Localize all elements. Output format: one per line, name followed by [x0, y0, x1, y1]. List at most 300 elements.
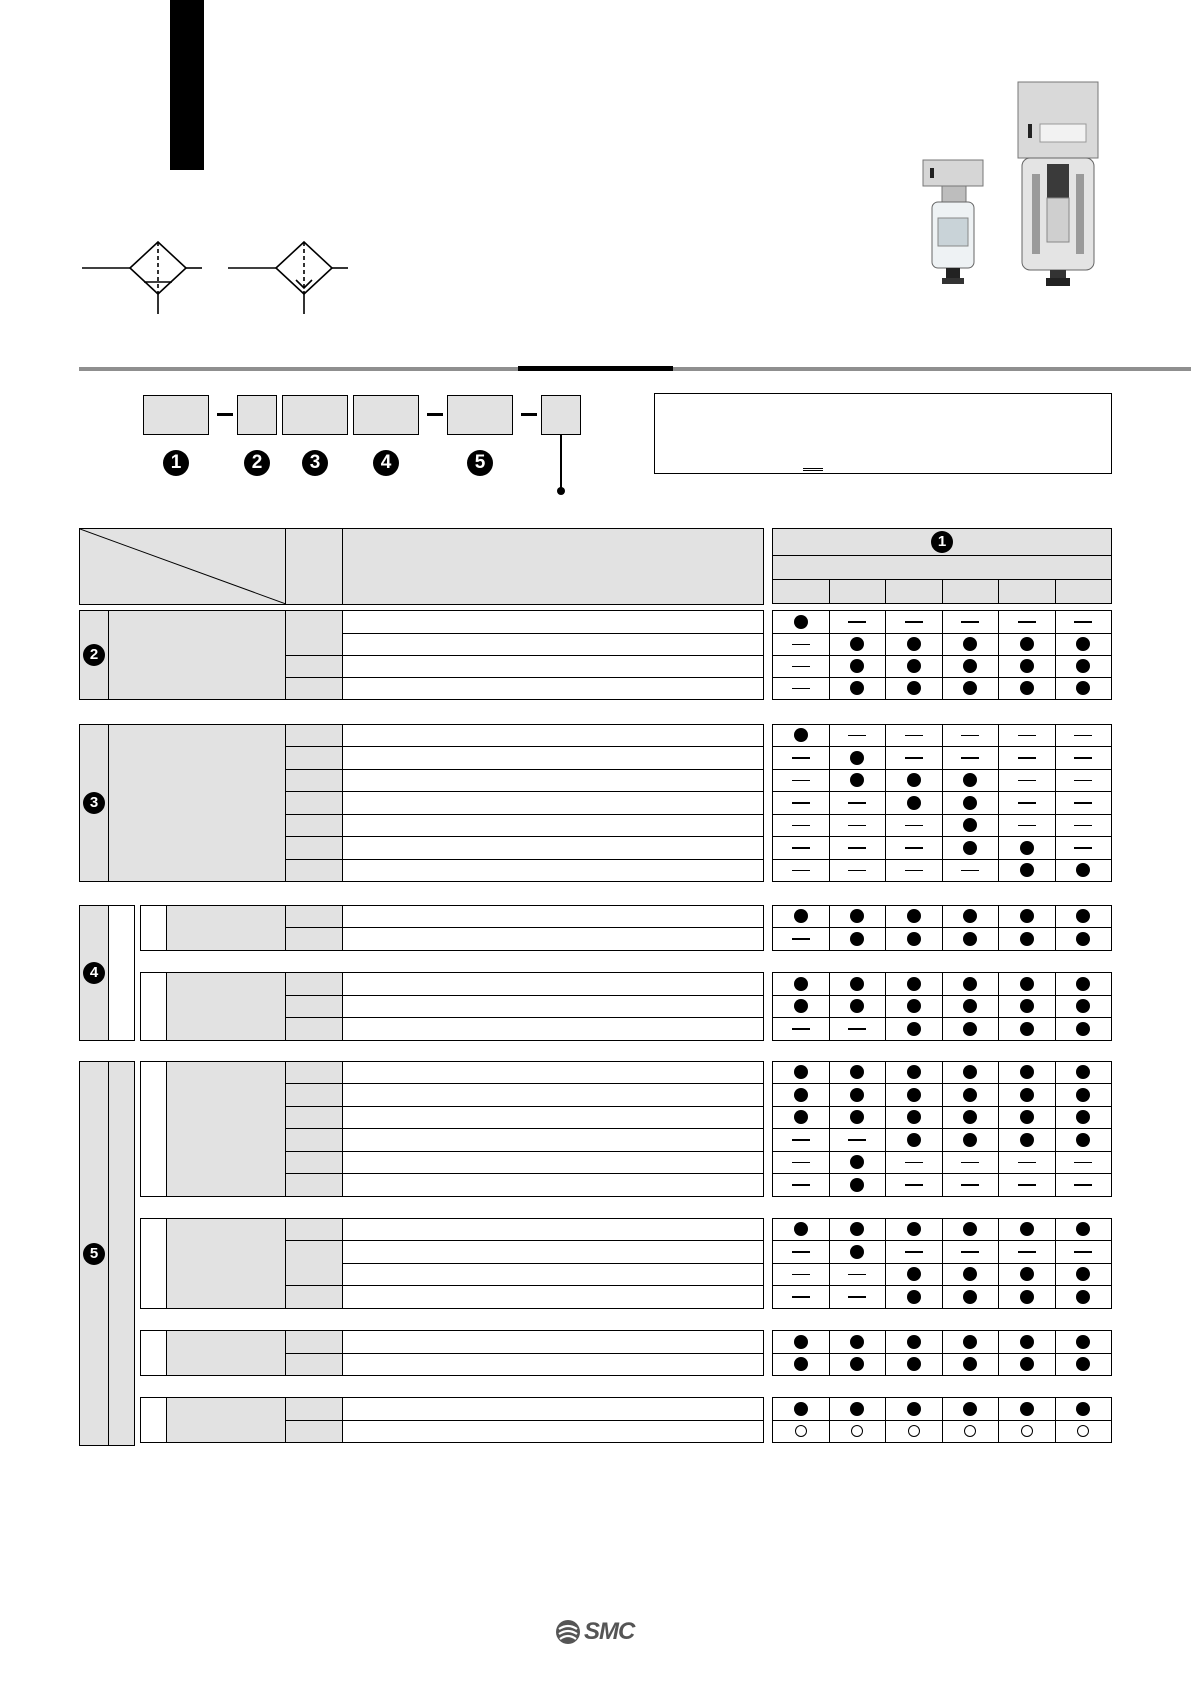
description-cell: [343, 815, 764, 837]
availability-cell: [773, 1331, 830, 1354]
availability-cell: [942, 1398, 999, 1421]
availability-cell: [886, 1018, 943, 1041]
availability-cell: [886, 611, 943, 634]
product-photo: [920, 78, 1102, 290]
availability-cell: [1055, 973, 1112, 996]
available-dot-icon: [794, 615, 808, 629]
availability-cell: [773, 725, 830, 747]
availability-cell: [773, 1129, 830, 1152]
available-dot-icon: [963, 1110, 977, 1124]
symbol-cell: [286, 1129, 343, 1152]
availability-cell: [773, 611, 830, 634]
available-dot-icon: [1076, 932, 1090, 946]
table-row: [773, 860, 1112, 882]
availability-cell: [942, 1018, 999, 1041]
group-name-cell: [167, 1398, 286, 1443]
availability-cell: [942, 770, 999, 792]
availability-cell: [829, 747, 886, 770]
table-row: [773, 1084, 1112, 1107]
description-cell: [343, 1174, 764, 1197]
symbol-cell: [286, 1018, 343, 1041]
availability-cell: [829, 1398, 886, 1421]
not-available-dash-icon: [961, 870, 979, 872]
option-section-3: [79, 724, 764, 882]
available-dot-icon: [1076, 1290, 1090, 1304]
availability-cell: [942, 973, 999, 996]
available-dot-icon: [794, 999, 808, 1013]
section-option-cell: [109, 1062, 135, 1446]
available-dot-icon: [963, 1133, 977, 1147]
availability-cell: [1055, 1241, 1112, 1264]
optional-ring-icon: [1021, 1425, 1033, 1437]
availability-cell: [1055, 1331, 1112, 1354]
not-available-dash-icon: [1018, 1162, 1036, 1164]
not-available-dash-icon: [1074, 1251, 1092, 1253]
symbol-cell: [286, 1421, 343, 1443]
availability-cell: [999, 1421, 1056, 1443]
part-number-box-2: [237, 395, 277, 435]
availability-cell: [886, 837, 943, 860]
symbol-cell: [286, 1152, 343, 1174]
description-cell: [343, 634, 764, 656]
available-dot-icon: [963, 1402, 977, 1416]
available-dot-icon: [850, 659, 864, 673]
not-available-dash-icon: [848, 847, 866, 849]
availability-cell: [886, 928, 943, 951]
table-row: [773, 837, 1112, 860]
available-dot-icon: [850, 751, 864, 765]
not-available-dash-icon: [905, 621, 923, 623]
not-available-dash-icon: [905, 1184, 923, 1186]
available-dot-icon: [907, 659, 921, 673]
description-cell: [343, 1219, 764, 1241]
availability-group-4a: [772, 905, 1112, 951]
description-cell: [343, 1241, 764, 1264]
availability-cell: [1055, 1354, 1112, 1376]
available-dot-icon: [907, 1133, 921, 1147]
not-available-dash-icon: [1074, 780, 1092, 782]
availability-cell: [829, 1219, 886, 1241]
available-dot-icon: [850, 1178, 864, 1192]
symbol-cell: [286, 678, 343, 700]
not-available-dash-icon: [905, 1251, 923, 1253]
availability-cell: [1055, 656, 1112, 678]
description-cell: [343, 1286, 764, 1309]
available-dot-icon: [850, 1402, 864, 1416]
symbol-cell: [286, 860, 343, 882]
available-dot-icon: [1020, 1357, 1034, 1371]
availability-cell: [829, 1062, 886, 1084]
availability-cell: [942, 1421, 999, 1443]
availability-cell: [999, 1107, 1056, 1129]
available-dot-icon: [1076, 637, 1090, 651]
symbol-cell: [286, 906, 343, 928]
availability-cell: [999, 973, 1056, 996]
option-group-4b: [140, 972, 764, 1041]
availability-cell: [773, 860, 830, 882]
availability-cell: [999, 770, 1056, 792]
availability-cell: [1055, 678, 1112, 700]
symbol-cell: [286, 928, 343, 951]
availability-cell: [999, 1084, 1056, 1107]
availability-cell: [886, 770, 943, 792]
availability-cell: [886, 1174, 943, 1197]
availability-cell: [942, 1062, 999, 1084]
availability-cell: [1055, 1084, 1112, 1107]
availability-cell: [829, 1264, 886, 1286]
description-cell: [343, 1084, 764, 1107]
available-dot-icon: [794, 1402, 808, 1416]
available-dot-icon: [1076, 1335, 1090, 1349]
part-number-dash: [427, 413, 443, 416]
availability-cell: [886, 860, 943, 882]
available-dot-icon: [1020, 1222, 1034, 1236]
not-available-dash-icon: [1018, 757, 1036, 759]
not-available-dash-icon: [1074, 847, 1092, 849]
availability-cell: [999, 1129, 1056, 1152]
available-dot-icon: [1076, 1357, 1090, 1371]
group-name-cell: [167, 906, 286, 951]
not-available-dash-icon: [961, 1251, 979, 1253]
table-row: [773, 815, 1112, 837]
availability-cell: [886, 1219, 943, 1241]
group-cell: [141, 1219, 167, 1309]
symbol-cell: [286, 1241, 343, 1286]
availability-cell: [999, 1354, 1056, 1376]
available-dot-icon: [963, 1065, 977, 1079]
availability-cell: [829, 815, 886, 837]
available-dot-icon: [963, 841, 977, 855]
description-cell: [343, 678, 764, 700]
symbol-cell: [286, 1219, 343, 1241]
not-available-dash-icon: [792, 825, 810, 827]
not-available-dash-icon: [848, 802, 866, 804]
available-dot-icon: [963, 1290, 977, 1304]
availability-cell: [829, 792, 886, 815]
description-cell: [343, 725, 764, 747]
available-dot-icon: [1020, 1267, 1034, 1281]
section-label: 3: [80, 725, 109, 882]
description-cell: [343, 1129, 764, 1152]
optional-ring-icon: [851, 1425, 863, 1437]
availability-cell: [829, 1084, 886, 1107]
availability-cell: [999, 928, 1056, 951]
availability-cell: [886, 1062, 943, 1084]
availability-cell: [999, 815, 1056, 837]
availability-cell: [886, 634, 943, 656]
available-dot-icon: [1020, 1290, 1034, 1304]
available-dot-icon: [1076, 1267, 1090, 1281]
not-available-dash-icon: [792, 938, 810, 940]
availability-section-3: [772, 724, 1112, 882]
available-dot-icon: [1020, 1133, 1034, 1147]
available-dot-icon: [907, 637, 921, 651]
available-dot-icon: [794, 1088, 808, 1102]
availability-cell: [773, 906, 830, 928]
available-dot-icon: [850, 1155, 864, 1169]
available-dot-icon: [907, 999, 921, 1013]
available-dot-icon: [1020, 863, 1034, 877]
available-dot-icon: [794, 909, 808, 923]
availability-cell: [829, 678, 886, 700]
table-row: [773, 1152, 1112, 1174]
option-section-2: [79, 610, 764, 700]
availability-cell: [1055, 1152, 1112, 1174]
availability-cell: [773, 1084, 830, 1107]
description-cell: [343, 1421, 764, 1443]
availability-cell: [829, 837, 886, 860]
available-dot-icon: [1020, 909, 1034, 923]
available-dot-icon: [907, 1357, 921, 1371]
available-dot-icon: [850, 1222, 864, 1236]
model-column: [773, 580, 830, 604]
model-column: [1055, 580, 1112, 604]
available-dot-icon: [1020, 999, 1034, 1013]
section-name-cell: [109, 725, 286, 882]
section-label: 4: [80, 906, 109, 1041]
note-box: [654, 393, 1112, 474]
table-row: [773, 611, 1112, 634]
table-row: [773, 973, 1112, 996]
table-row: [773, 928, 1112, 951]
availability-cell: [829, 1107, 886, 1129]
available-dot-icon: [1020, 1065, 1034, 1079]
availability-cell: [1055, 1107, 1112, 1129]
availability-cell: [942, 906, 999, 928]
model-header-cell: [773, 529, 1112, 556]
not-available-dash-icon: [792, 1139, 810, 1141]
available-dot-icon: [907, 1088, 921, 1102]
availability-cell: [829, 928, 886, 951]
availability-cell: [999, 1018, 1056, 1041]
availability-cell: [886, 792, 943, 815]
availability-cell: [1055, 1174, 1112, 1197]
available-dot-icon: [1020, 637, 1034, 651]
not-available-dash-icon: [792, 688, 810, 690]
availability-cell: [1055, 1219, 1112, 1241]
table-row: [773, 1062, 1112, 1084]
availability-cell: [942, 1174, 999, 1197]
table-row: [773, 770, 1112, 792]
availability-cell: [999, 1241, 1056, 1264]
not-available-dash-icon: [905, 1162, 923, 1164]
available-dot-icon: [907, 932, 921, 946]
description-cell: [343, 1331, 764, 1354]
available-dot-icon: [850, 1245, 864, 1259]
availability-cell: [829, 770, 886, 792]
table-row: [773, 747, 1112, 770]
selection-header-left: [79, 528, 764, 605]
table-row: [773, 1421, 1112, 1443]
available-dot-icon: [1076, 999, 1090, 1013]
table-row: [773, 634, 1112, 656]
description-cell: [343, 996, 764, 1018]
availability-cell: [773, 770, 830, 792]
table-row: [773, 1018, 1112, 1041]
availability-cell: [886, 725, 943, 747]
available-dot-icon: [794, 1335, 808, 1349]
availability-cell: [999, 837, 1056, 860]
not-available-dash-icon: [905, 825, 923, 827]
availability-cell: [999, 611, 1056, 634]
not-available-dash-icon: [961, 1184, 979, 1186]
description-cell: [343, 1107, 764, 1129]
availability-cell: [773, 928, 830, 951]
not-available-dash-icon: [792, 757, 810, 759]
available-dot-icon: [1076, 681, 1090, 695]
header-rule-accent: [518, 366, 673, 371]
available-dot-icon: [1076, 659, 1090, 673]
model-column: [999, 580, 1056, 604]
availability-cell: [773, 1241, 830, 1264]
available-dot-icon: [850, 1110, 864, 1124]
section-option-cell: [109, 906, 135, 1041]
callout-stem-dot: [557, 487, 565, 495]
symbol-cell: [286, 1062, 343, 1084]
note-mark: [803, 468, 823, 471]
availability-group-4b: [772, 972, 1112, 1041]
table-row: [773, 1398, 1112, 1421]
symbol-cell: [286, 815, 343, 837]
availability-cell: [773, 1264, 830, 1286]
table-row: [773, 1286, 1112, 1309]
smc-logo: [555, 1618, 634, 1646]
available-dot-icon: [1076, 1222, 1090, 1236]
available-dot-icon: [794, 1357, 808, 1371]
availability-cell: [1055, 906, 1112, 928]
availability-cell: [999, 656, 1056, 678]
symbol-cell: [286, 1084, 343, 1107]
callout-stem: [560, 435, 562, 489]
availability-cell: [886, 1421, 943, 1443]
model-column: [942, 580, 999, 604]
available-dot-icon: [907, 1267, 921, 1281]
group-name-cell: [167, 1219, 286, 1309]
available-dot-icon: [907, 1402, 921, 1416]
available-dot-icon: [1020, 1022, 1034, 1036]
available-dot-icon: [850, 1335, 864, 1349]
availability-cell: [1055, 792, 1112, 815]
availability-cell: [999, 1264, 1056, 1286]
table-row: [773, 1219, 1112, 1241]
available-dot-icon: [850, 637, 864, 651]
available-dot-icon: [963, 796, 977, 810]
available-dot-icon: [1020, 841, 1034, 855]
optional-ring-icon: [964, 1425, 976, 1437]
available-dot-icon: [1076, 1402, 1090, 1416]
availability-cell: [773, 996, 830, 1018]
availability-cell: [773, 815, 830, 837]
availability-cell: [942, 928, 999, 951]
not-available-dash-icon: [905, 847, 923, 849]
description-cell: [343, 656, 764, 678]
large-filter-image: [1018, 82, 1098, 286]
symbol-cell: [286, 747, 343, 770]
availability-cell: [886, 1107, 943, 1129]
group-name-cell: [167, 1331, 286, 1376]
available-dot-icon: [907, 1065, 921, 1079]
table-row: [773, 1174, 1112, 1197]
not-available-dash-icon: [792, 1251, 810, 1253]
availability-cell: [942, 837, 999, 860]
brand-name: SMC: [584, 1618, 635, 1645]
available-dot-icon: [850, 681, 864, 695]
available-dot-icon: [907, 977, 921, 991]
description-cell: [343, 1062, 764, 1084]
description-cell: [343, 611, 764, 634]
option-group-5b: [140, 1218, 764, 1309]
availability-cell: [999, 1286, 1056, 1309]
table-row: [773, 656, 1112, 678]
availability-cell: [773, 1219, 830, 1241]
description-cell: [343, 747, 764, 770]
not-available-dash-icon: [1074, 1184, 1092, 1186]
available-dot-icon: [963, 637, 977, 651]
availability-cell: [1055, 725, 1112, 747]
availability-cell: [773, 1421, 830, 1443]
availability-group-5d: [772, 1397, 1112, 1443]
table-row: [773, 678, 1112, 700]
availability-cell: [999, 860, 1056, 882]
description-cell: [343, 792, 764, 815]
availability-cell: [1055, 611, 1112, 634]
available-dot-icon: [794, 728, 808, 742]
availability-cell: [773, 678, 830, 700]
not-available-dash-icon: [961, 1162, 979, 1164]
availability-cell: [942, 634, 999, 656]
not-available-dash-icon: [792, 870, 810, 872]
available-dot-icon: [907, 1290, 921, 1304]
availability-group-5c: [772, 1330, 1112, 1376]
symbol-cell: [286, 837, 343, 860]
availability-cell: [829, 906, 886, 928]
available-dot-icon: [850, 999, 864, 1013]
available-dot-icon: [1076, 977, 1090, 991]
available-dot-icon: [963, 1022, 977, 1036]
filter-symbol-manual-drain: [82, 242, 202, 314]
availability-cell: [942, 1219, 999, 1241]
not-available-dash-icon: [1018, 825, 1036, 827]
group-cell: [141, 1062, 167, 1197]
part-number-box-3: [282, 395, 348, 435]
availability-cell: [942, 1241, 999, 1264]
not-available-dash-icon: [792, 644, 810, 646]
option-group-5a: [140, 1061, 764, 1197]
available-dot-icon: [963, 1335, 977, 1349]
description-cell: [343, 1152, 764, 1174]
available-dot-icon: [963, 818, 977, 832]
not-available-dash-icon: [848, 870, 866, 872]
available-dot-icon: [907, 1022, 921, 1036]
diagonal-header-cell: [80, 529, 286, 605]
available-dot-icon: [1020, 681, 1034, 695]
availability-cell: [829, 1331, 886, 1354]
availability-cell: [773, 973, 830, 996]
symbol-cell: [286, 996, 343, 1018]
availability-cell: [942, 996, 999, 1018]
availability-cell: [829, 973, 886, 996]
availability-section-2: [772, 610, 1112, 700]
symbol-cell: [286, 725, 343, 747]
part-number-box-4: [353, 395, 419, 435]
symbol-cell: [286, 1398, 343, 1421]
availability-cell: [829, 1174, 886, 1197]
available-dot-icon: [1020, 1402, 1034, 1416]
available-dot-icon: [963, 932, 977, 946]
description-cell: [343, 1018, 764, 1041]
not-available-dash-icon: [961, 757, 979, 759]
not-available-dash-icon: [1018, 621, 1036, 623]
